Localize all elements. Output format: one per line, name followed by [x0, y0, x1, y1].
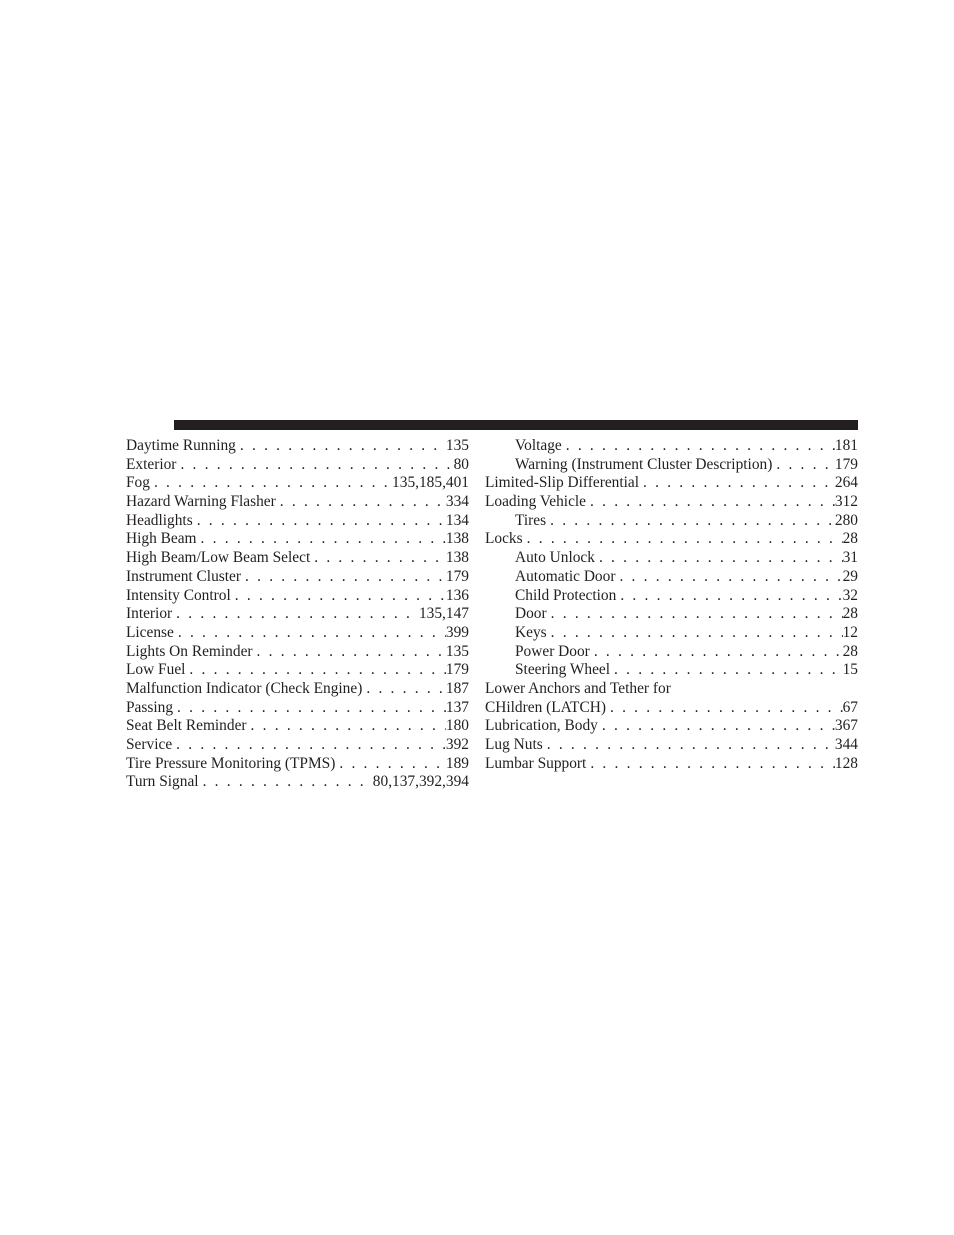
index-term: Lights On Reminder — [126, 642, 253, 660]
index-page: 135,147 — [418, 605, 469, 623]
index-subentry — [485, 456, 858, 475]
index-term: Instrument Cluster — [126, 567, 241, 585]
index-term: Fog — [126, 474, 150, 492]
index-page: 135 — [445, 642, 469, 660]
index-page: 80,137,392,394 — [372, 773, 469, 791]
dot-leader — [772, 456, 835, 475]
index-term: Auto Unlock — [515, 549, 595, 567]
dot-leader — [172, 736, 446, 755]
index-entry — [126, 456, 469, 475]
index-column-left — [126, 437, 469, 792]
dot-leader — [547, 624, 843, 643]
dot-leader — [543, 736, 835, 755]
dot-leader — [639, 474, 835, 493]
index-page: 12 — [842, 623, 858, 641]
index-term: Lumbar Support — [485, 754, 587, 772]
header-rule — [174, 420, 858, 430]
index-term: Passing — [126, 698, 174, 716]
index-subentry — [485, 437, 858, 456]
index-term: Malfunction Indicator (Check Engine) — [126, 679, 363, 697]
index-term: License — [126, 623, 174, 641]
index-page: 137 — [445, 698, 469, 716]
index-subentry — [485, 568, 858, 587]
index-page: 28 — [842, 642, 858, 660]
dot-leader — [606, 699, 843, 718]
dot-leader — [586, 493, 835, 512]
index-subentry — [485, 643, 858, 662]
index-page: 136 — [445, 586, 469, 604]
index-entry — [126, 587, 469, 606]
index-term: Tire Pressure Monitoring (TPMS) — [126, 754, 336, 772]
index-entry — [126, 773, 469, 792]
index-term: Interior — [126, 605, 173, 623]
dot-leader — [615, 568, 842, 587]
index-entry — [126, 661, 469, 680]
index-term: Lubrication, Body — [485, 717, 598, 735]
index-term: Door — [515, 605, 547, 623]
index-entry — [126, 699, 469, 718]
dot-leader — [174, 624, 446, 643]
index-term: High Beam — [126, 530, 197, 548]
index-page: 15 — [842, 661, 858, 679]
index-term: CHildren (LATCH) — [485, 698, 606, 716]
index-entry — [126, 624, 469, 643]
dot-leader — [173, 699, 446, 718]
dot-leader — [562, 437, 835, 456]
index-page: 32 — [842, 586, 858, 604]
index-column-right — [485, 437, 858, 773]
index-page: 80 — [453, 455, 469, 473]
index-entry — [126, 643, 469, 662]
index-page: 280 — [834, 511, 858, 529]
index-subentry — [485, 624, 858, 643]
dot-leader — [150, 474, 392, 493]
index-page: 179 — [445, 661, 469, 679]
index-term: Seat Belt Reminder — [126, 717, 247, 735]
dot-leader — [176, 456, 453, 475]
index-page: 28 — [842, 530, 858, 548]
dot-leader — [586, 755, 835, 774]
index-page: 399 — [445, 623, 469, 641]
index-page: 334 — [445, 493, 469, 511]
index-entry — [126, 474, 469, 493]
index-term: Low Fuel — [126, 661, 186, 679]
index-page: 312 — [834, 493, 858, 511]
index-term: Lug Nuts — [485, 736, 543, 753]
index-entry — [126, 512, 469, 531]
index-entry — [485, 474, 858, 493]
dot-leader — [590, 643, 843, 662]
index-term: Hazard Warning Flasher — [126, 493, 276, 511]
dot-leader — [616, 587, 842, 606]
dot-leader — [231, 587, 446, 606]
index-page: 189 — [445, 754, 469, 772]
index-page: 181 — [834, 437, 858, 454]
index-subentry — [485, 587, 858, 606]
index-term: Steering Wheel — [515, 661, 611, 679]
index-term: Intensity Control — [126, 586, 231, 604]
dot-leader — [595, 549, 843, 568]
dot-leader — [253, 643, 446, 662]
dot-leader — [546, 512, 835, 531]
dot-leader — [610, 661, 843, 680]
index-subentry — [485, 661, 858, 680]
index-entry — [126, 568, 469, 587]
index-term: Lower Anchors and Tether for — [485, 679, 671, 697]
index-entry — [485, 717, 858, 736]
index-term: Turn Signal — [126, 773, 199, 791]
index-page: 344 — [834, 736, 858, 753]
index-term: Automatic Door — [515, 567, 616, 585]
index-page: 179 — [445, 567, 469, 585]
dot-leader — [310, 549, 446, 568]
index-entry — [485, 755, 858, 774]
index-entry — [126, 549, 469, 568]
index-page: 135,185,401 — [392, 474, 469, 492]
index-entry — [126, 755, 469, 774]
dot-leader — [547, 605, 843, 624]
index-entry — [485, 530, 858, 549]
dot-leader — [193, 512, 446, 531]
index-page: 67 — [842, 698, 858, 716]
index-page: 179 — [834, 455, 858, 473]
index-term: Keys — [515, 623, 547, 641]
index-term: Voltage — [515, 437, 562, 454]
index-page: 134 — [445, 511, 469, 529]
index-page: 28 — [842, 605, 858, 623]
index-page: 138 — [445, 549, 469, 567]
index-page: 128 — [834, 754, 858, 772]
index-term: Locks — [485, 530, 523, 548]
index-term: Service — [126, 736, 173, 753]
index-entry — [485, 736, 858, 755]
dot-leader — [523, 530, 843, 549]
index-entry — [126, 530, 469, 549]
dot-leader — [362, 680, 446, 699]
index-entry — [126, 493, 469, 512]
index-term: Daytime Running — [126, 437, 236, 454]
index-term: Tires — [515, 511, 547, 529]
index-entry — [126, 605, 469, 624]
index-term: High Beam/Low Beam Select — [126, 549, 311, 567]
index-term: Limited-Slip Differential — [485, 474, 640, 492]
index-entry — [485, 493, 858, 512]
index-entry — [126, 680, 469, 699]
index-entry — [485, 680, 858, 699]
index-term: Warning (Instrument Cluster Description) — [515, 455, 773, 473]
index-entry — [126, 437, 469, 456]
dot-leader — [276, 493, 446, 512]
index-term: Loading Vehicle — [485, 493, 587, 511]
dot-leader — [185, 661, 445, 680]
index-entry — [126, 736, 469, 755]
dot-leader — [199, 773, 373, 792]
index-page: 264 — [834, 474, 858, 492]
index-page: 138 — [445, 530, 469, 548]
index-term: Power Door — [515, 642, 590, 660]
index-page: 180 — [445, 717, 469, 735]
index-subentry — [485, 605, 858, 624]
dot-leader — [247, 717, 446, 736]
dot-leader — [335, 755, 446, 774]
dot-leader — [172, 605, 419, 624]
index-page: 31 — [842, 549, 858, 567]
index-term: Exterior — [126, 455, 177, 473]
index-page: 367 — [834, 717, 858, 735]
index-entry — [485, 699, 858, 718]
index-subentry — [485, 549, 858, 568]
dot-leader — [241, 568, 446, 587]
index-term: Child Protection — [515, 586, 617, 604]
dot-leader — [197, 530, 446, 549]
index-page: 187 — [445, 679, 469, 697]
index-term: Headlights — [126, 511, 193, 529]
index-page: 392 — [445, 736, 469, 753]
dot-leader — [598, 717, 835, 736]
index-page: 135 — [445, 437, 469, 454]
index-entry — [126, 717, 469, 736]
index-page: 29 — [842, 567, 858, 585]
index-subentry — [485, 512, 858, 531]
dot-leader — [236, 437, 446, 456]
